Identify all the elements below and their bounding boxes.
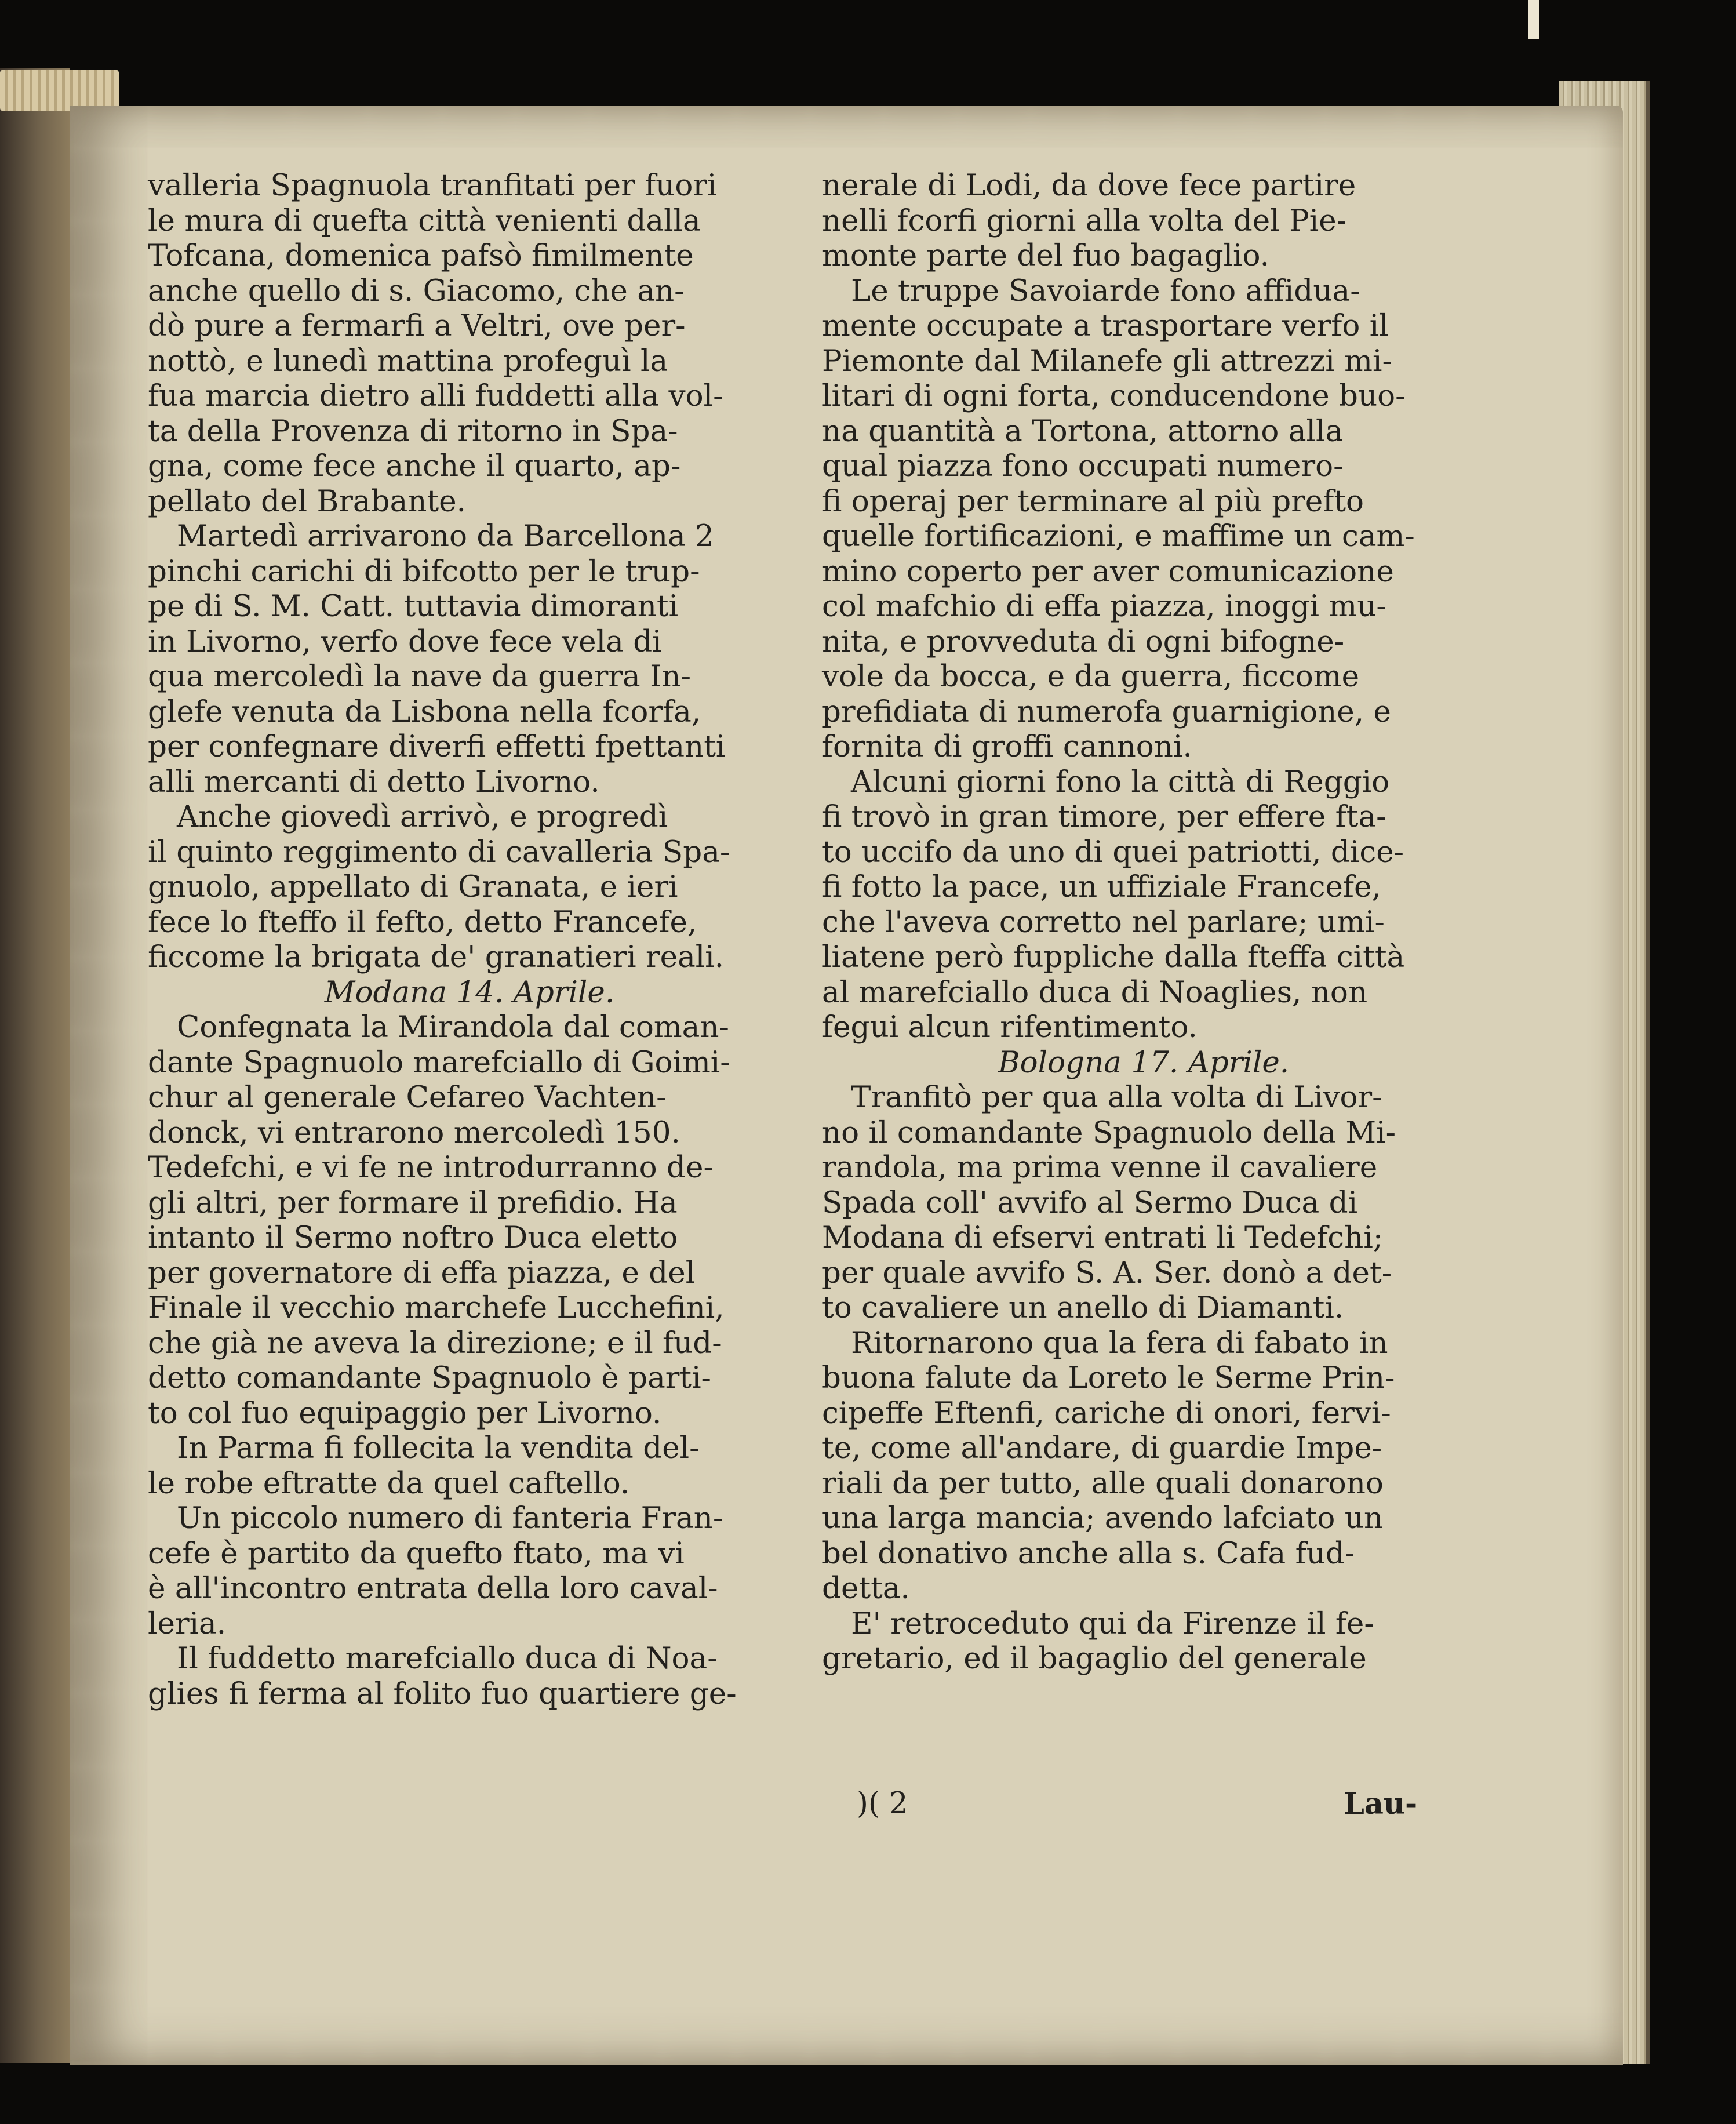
right-column-text-line: prefidiata di numerofa guarnigione, e (822, 694, 1391, 729)
left-column-text-line: detto comandante Spagnuolo è parti- (148, 1361, 711, 1395)
left-column-text-line: dante Spagnuolo marefciallo di Goimi- (148, 1045, 730, 1080)
left-column-text-line: in Livorno, verfo dove fece vela di (148, 624, 662, 659)
left-column-text-line: anche quello di s. Giacomo, che an- (148, 273, 685, 308)
right-column-text-line: fi fotto la pace, un uffiziale Francefe, (822, 870, 1381, 904)
right-column-dateline: Bologna 17. Aprile. (998, 1045, 1290, 1080)
left-column-text-line: alli mercanti di detto Livorno. (148, 764, 600, 799)
right-column-text-line: nelli fcorfi giorni alla volta del Pie- (822, 203, 1347, 238)
right-column-text-line: vole da bocca, e da guerra, ficcome (822, 659, 1360, 694)
right-column-text-line: bel donativo anche alla s. Cafa fud- (822, 1536, 1355, 1571)
left-column-dateline: Modana 14. Aprile. (324, 974, 615, 1010)
right-column-text-line: quelle fortificazioni, e maffime un cam- (822, 519, 1415, 554)
left-column-text-line: per confegnare diverfi effetti fpettanti (148, 729, 726, 764)
left-column-text-line: Martedì arrivarono da Barcellona 2 (177, 519, 714, 554)
left-column-text-line: pe di S. M. Catt. tuttavia dimoranti (148, 589, 679, 624)
right-column-text-line: cipeffe Eftenfi, cariche di onori, fervi- (822, 1395, 1391, 1431)
right-column-text-line: to cavaliere un anello di Diamanti. (822, 1290, 1344, 1325)
left-column-text-line: Tedefchi, e vi fe ne introdurranno de- (148, 1150, 714, 1185)
left-column-text-line: nottò, e lunedì mattina profeguì la (148, 343, 668, 379)
left-column-text-line: è all'incontro entrata della loro caval- (148, 1571, 718, 1606)
right-column-text-line: monte parte del fuo bagaglio. (822, 238, 1269, 273)
left-column-text-line: le robe eftratte da quel caftello. (148, 1465, 630, 1501)
left-column-text-line: chur al generale Cefareo Vachten- (148, 1080, 667, 1115)
left-column-text-line: Tofcana, domenica pafsò fimilmente (148, 238, 694, 273)
left-column-text-line: to col fuo equipaggio per Livorno. (148, 1395, 662, 1431)
right-column-text-line: qual piazza fono occupati numero- (822, 449, 1344, 483)
left-column-text-line: le mura di quefta città venienti dalla (148, 203, 701, 238)
left-column-text-line: Finale il vecchio marchefe Lucchefini, (148, 1290, 725, 1325)
right-column-text-line: Le truppe Savoiarde fono affidua- (851, 273, 1360, 308)
left-column-text-line: gnuolo, appellato di Granata, e ieri (148, 870, 678, 904)
right-column-text-line: nerale di Lodi, da dove fece partire (822, 168, 1356, 203)
left-column-text-line: ficcome la brigata de' granatieri reali. (148, 940, 725, 974)
right-column-text-line: randola, ma prima venne il cavaliere (822, 1150, 1378, 1185)
right-column-text-line: mente occupate a trasportare verfo il (822, 308, 1389, 343)
right-column-text-line: mino coperto per aver comunicazione (822, 554, 1394, 589)
left-column-text-line: per governatore di effa piazza, e del (148, 1255, 696, 1290)
right-column-text-line: te, come all'andare, di guardie Impe- (822, 1431, 1382, 1465)
right-column-text-line: to uccifo da uno di quei patriotti, dice- (822, 834, 1404, 870)
right-column-text-line: che l'aveva corretto nel parlare; umi- (822, 904, 1385, 940)
right-column-text-line: Alcuni giorni fono la città di Reggio (851, 764, 1390, 799)
right-column-text-line: liatene però fuppliche dalla fteffa città (822, 940, 1405, 974)
right-column-text-line: una larga mancia; avendo lafciato un (822, 1501, 1384, 1536)
left-column-text-line: gna, come fece anche il quarto, ap- (148, 449, 681, 483)
left-column-text-line: leria. (148, 1606, 227, 1641)
right-column-text-line: fi operaj per terminare al più prefto (822, 483, 1364, 519)
right-column-text-line: Spada coll' avvifo al Sermo Duca di (822, 1185, 1358, 1220)
left-column-text-line: Il fuddetto marefciallo duca di Noa- (177, 1641, 718, 1676)
right-column-text-line: Tranfitò per qua alla volta di Livor- (851, 1080, 1382, 1115)
left-column-text-line: Confegnata la Mirandola dal coman- (177, 1010, 729, 1045)
left-text-column (148, 168, 791, 1711)
left-page-spine (0, 68, 70, 2063)
right-column-text-line: fegui alcun rifentimento. (822, 1010, 1198, 1045)
left-column-text-line: cefe è partito da quefto ftato, ma vi (148, 1536, 685, 1571)
right-column-text-line: E' retroceduto qui da Firenze il fe- (851, 1606, 1374, 1641)
left-column-text-line: fece lo fteffo il fefto, detto Francefe, (148, 904, 697, 940)
left-column-text-line: Anche giovedì arrivò, e progredì (177, 799, 668, 834)
right-column-text-line: nita, e provveduta di ogni bifogne- (822, 624, 1345, 659)
left-column-text-line: donck, vi entrarono mercoledì 150. (148, 1115, 680, 1150)
left-column-text-line: valleria Spagnuola tranfitati per fuori (148, 168, 717, 203)
right-column-text-line: detta. (822, 1571, 910, 1606)
left-column-text-line: dò pure a fermarfi a Veltri, ove per- (148, 308, 686, 343)
left-column-text-line: glefe venuta da Lisbona nella fcorfa, (148, 694, 701, 729)
left-column-text-line: intanto il Sermo noftro Duca eletto (148, 1220, 678, 1255)
right-column-text-line: no il comandante Spagnuolo della Mi- (822, 1115, 1396, 1150)
right-column-text-line: al marefciallo duca di Noaglies, non (822, 974, 1368, 1010)
right-text-column (822, 168, 1465, 1676)
left-column-text-line: che già ne aveva la direzione; e il fud- (148, 1325, 722, 1361)
left-column-text-line: In Parma fi follecita la vendita del- (177, 1431, 700, 1465)
left-column-text-line: pellato del Brabante. (148, 483, 466, 519)
right-column-text-line: Ritornarono qua la fera di fabato in (851, 1325, 1388, 1361)
left-column-text-line: Un piccolo numero di fanteria Fran- (177, 1501, 723, 1536)
right-column-text-line: Modana di efservi entrati li Tedefchi; (822, 1220, 1384, 1255)
left-column-text-line: fua marcia dietro alli fuddetti alla vol- (148, 379, 723, 413)
right-column-text-line: na quantità a Tortona, attorno alla (822, 413, 1344, 449)
right-column-text-line: fornita di groffi cannoni. (822, 729, 1192, 764)
left-column-text-line: pinchi carichi di bifcotto per le trup- (148, 554, 700, 589)
right-column-text-line: per quale avvifo S. A. Ser. donò a det- (822, 1255, 1392, 1290)
right-column-text-line: col mafchio di effa piazza, inoggi mu- (822, 589, 1386, 624)
signature-mark: )( 2 (857, 1787, 908, 1821)
right-column-text-line: Piemonte dal Milanefe gli attrezzi mi- (822, 343, 1392, 379)
right-column-text-line: buona falute da Loreto le Serme Prin- (822, 1361, 1395, 1395)
left-column-text-line: gli altri, per formare il prefidio. Ha (148, 1185, 678, 1220)
right-column-text-line: litari di ogni forta, conducendone buo- (822, 379, 1406, 413)
catchword: Lau- (1344, 1787, 1418, 1821)
left-column-text-line: il quinto reggimento di cavalleria Spa- (148, 834, 730, 870)
left-column-text-line: ta della Provenza di ritorno in Spa- (148, 413, 678, 449)
left-column-text-line: qua mercoledì la nave da guerra In- (148, 659, 691, 694)
top-marker (1528, 0, 1539, 39)
left-column-text-line: glies fi ferma al folito fuo quartiere ge- (148, 1676, 737, 1711)
right-column-text-line: gretario, ed il bagaglio del generale (822, 1641, 1367, 1676)
right-column-text-line: fi trovò in gran timore, per effere fta- (822, 799, 1386, 834)
right-column-text-line: riali da per tutto, alle quali donarono (822, 1465, 1384, 1501)
